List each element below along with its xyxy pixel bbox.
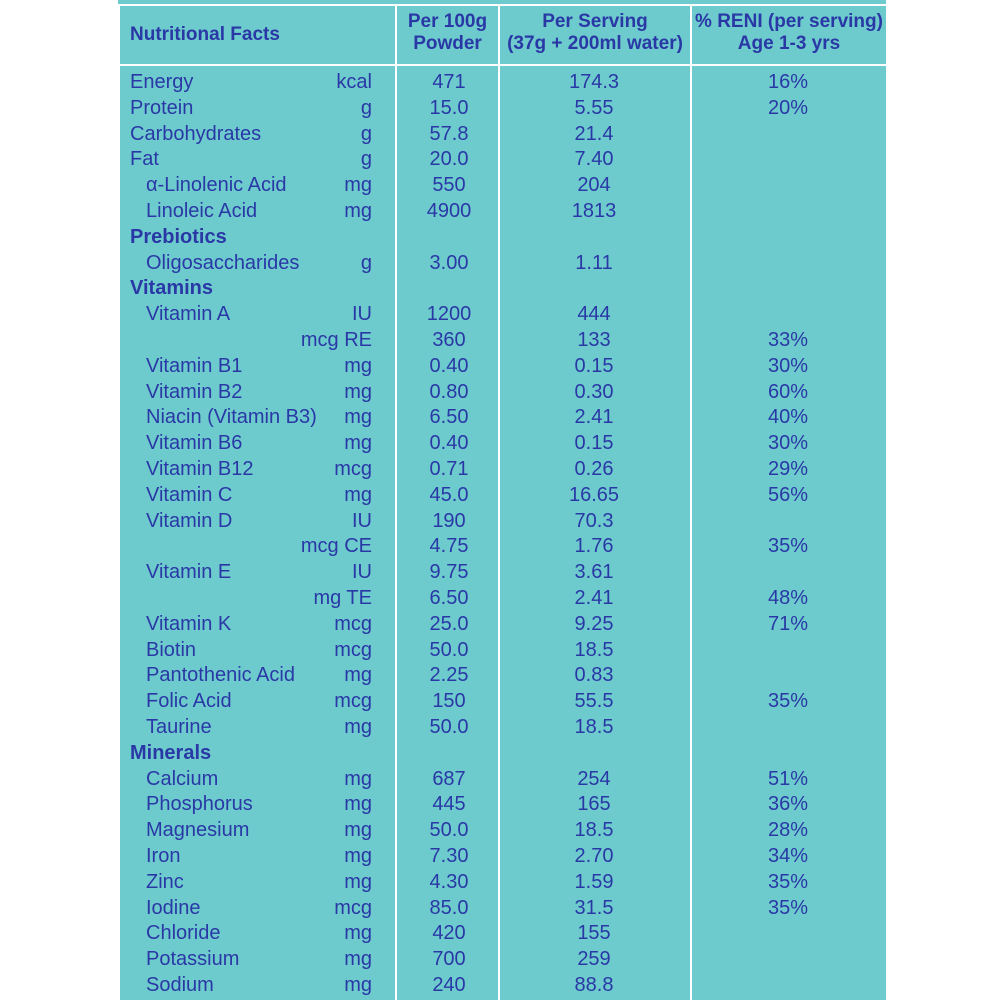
table-row xyxy=(118,715,886,741)
value-reni-percent: 56% xyxy=(767,483,809,506)
value-per-serving: 444 xyxy=(577,303,611,326)
header-per100-line1: Per 100g xyxy=(407,11,488,32)
nutrient-name: Vitamin B12 xyxy=(146,457,254,480)
value-per-100g: 50.0 xyxy=(429,819,469,842)
nutrient-unit: mcg xyxy=(334,690,372,713)
value-per-serving: 21.4 xyxy=(574,122,614,145)
nutrient-unit: mcg xyxy=(334,457,372,480)
nutrient-name: Folic Acid xyxy=(146,690,232,713)
nutrient-unit: mg xyxy=(344,380,372,403)
nutrient-name: Oligosaccharides xyxy=(146,251,300,274)
nutrient-unit: mg xyxy=(344,870,372,893)
value-reni-percent: 30% xyxy=(767,432,809,455)
table-row xyxy=(118,276,886,302)
value-per-serving: 0.15 xyxy=(574,354,614,377)
table-row xyxy=(118,921,886,947)
nutrient-name: Iodine xyxy=(146,896,201,919)
value-per-100g: 420 xyxy=(432,922,466,945)
value-per-100g: 4.75 xyxy=(429,535,469,558)
value-per-serving: 9.25 xyxy=(574,612,614,635)
value-per-serving: 18.5 xyxy=(574,819,614,842)
value-per-100g: 50.0 xyxy=(429,715,469,738)
value-per-serving: 174.3 xyxy=(568,71,620,93)
nutrient-unit: mg xyxy=(344,174,372,197)
table-row xyxy=(118,947,886,973)
value-reni-percent: 35% xyxy=(767,870,809,893)
nutrient-unit: mg xyxy=(344,844,372,867)
value-reni-percent: 28% xyxy=(767,819,809,842)
value-per-serving: 7.40 xyxy=(574,148,614,171)
value-per-serving: 3.61 xyxy=(574,561,614,584)
table-row xyxy=(118,354,886,380)
nutrient-name: Biotin xyxy=(146,638,197,661)
table-row xyxy=(118,431,886,457)
table-row xyxy=(118,792,886,818)
nutrient-name: Prebiotics xyxy=(130,225,227,248)
table-row xyxy=(118,483,886,509)
header-reni-line1: % RENI (per serving) xyxy=(695,11,883,32)
table-top-rule xyxy=(120,4,886,6)
value-reni-percent: 36% xyxy=(767,793,809,816)
table-row xyxy=(118,122,886,148)
value-per-100g: 1200 xyxy=(426,303,472,326)
value-per-100g: 0.80 xyxy=(429,380,469,403)
value-reni-percent: 71% xyxy=(767,612,809,635)
nutrient-name: Chloride xyxy=(146,922,221,945)
nutrient-unit: mcg xyxy=(334,896,372,919)
table-row xyxy=(118,70,886,96)
nutrient-unit: g xyxy=(360,251,372,274)
nutrient-name: Vitamin D xyxy=(146,509,233,532)
nutrient-unit: mg xyxy=(344,715,372,738)
value-per-100g: 6.50 xyxy=(429,586,469,609)
nutrient-unit: mcg xyxy=(334,638,372,661)
nutrient-name: Iron xyxy=(146,844,181,867)
nutrient-name: Pantothenic Acid xyxy=(146,664,295,687)
value-per-serving: 259 xyxy=(577,948,611,971)
nutrient-name: Vitamin B6 xyxy=(146,432,243,455)
table-row xyxy=(118,173,886,199)
header-reni-line2: Age 1-3 yrs xyxy=(737,33,841,54)
value-reni-percent: 35% xyxy=(767,535,809,558)
nutrient-name: Sodium xyxy=(146,973,214,996)
nutrient-name: Energy xyxy=(130,71,194,93)
value-per-serving: 31.5 xyxy=(574,896,614,919)
value-reni-percent: 40% xyxy=(767,406,809,429)
value-per-100g: 25.0 xyxy=(429,612,469,635)
value-per-100g: 360 xyxy=(432,328,466,351)
nutrient-name: Phosphorus xyxy=(146,793,253,816)
nutrient-unit: kcal xyxy=(336,71,372,93)
table-row xyxy=(118,741,886,767)
value-per-100g: 700 xyxy=(432,948,466,971)
table-row xyxy=(118,638,886,664)
nutrient-name: Zinc xyxy=(146,870,184,893)
value-per-100g: 687 xyxy=(432,767,466,790)
table-row xyxy=(118,689,886,715)
nutrient-name: Potassium xyxy=(146,948,240,971)
value-per-serving: 70.3 xyxy=(574,509,614,532)
value-per-100g: 4900 xyxy=(426,199,472,222)
value-reni-percent: 30% xyxy=(767,354,809,377)
nutrient-unit: mg xyxy=(344,354,372,377)
table-row xyxy=(118,199,886,225)
nutrient-name: Vitamin E xyxy=(146,561,232,584)
header-per100 xyxy=(397,11,498,55)
value-per-100g: 45.0 xyxy=(429,483,469,506)
nutrient-name: Taurine xyxy=(146,715,212,738)
table-row xyxy=(118,457,886,483)
value-per-100g: 240 xyxy=(432,973,466,996)
nutrient-name: Carbohydrates xyxy=(130,122,262,145)
nutrient-name: Protein xyxy=(130,96,194,119)
value-reni-percent: 48% xyxy=(767,586,809,609)
table-row xyxy=(118,328,886,354)
value-per-serving: 155 xyxy=(577,922,611,945)
value-per-serving: 1813 xyxy=(571,199,617,222)
value-per-100g: 0.71 xyxy=(429,457,469,480)
value-per-100g: 50.0 xyxy=(429,638,469,661)
value-per-serving: 133 xyxy=(577,328,611,351)
value-reni-percent: 20% xyxy=(767,96,809,119)
nutrient-unit: g xyxy=(360,96,372,119)
nutrient-name: Vitamin A xyxy=(146,303,231,326)
value-reni-percent: 51% xyxy=(767,767,809,790)
nutrient-unit: IU xyxy=(352,561,372,584)
nutrient-unit: mg TE xyxy=(313,586,372,609)
nutrient-unit: mg xyxy=(344,948,372,971)
value-per-100g: 0.40 xyxy=(429,354,469,377)
header-serving-line2: (37g + 200ml water) xyxy=(507,33,683,54)
table-row xyxy=(118,818,886,844)
header-per-serving xyxy=(500,11,690,55)
value-reni-percent: 34% xyxy=(767,844,809,867)
value-per-100g: 4.30 xyxy=(429,870,469,893)
header-serving-line1: Per Serving xyxy=(542,11,648,32)
table-row xyxy=(118,844,886,870)
value-per-serving: 254 xyxy=(577,767,611,790)
table-row xyxy=(118,302,886,328)
value-per-100g: 445 xyxy=(432,793,466,816)
nutrient-unit: IU xyxy=(352,509,372,532)
value-per-serving: 0.26 xyxy=(574,457,614,480)
value-reni-percent: 33% xyxy=(767,328,809,351)
nutrient-unit: mg xyxy=(344,483,372,506)
nutrient-name: Calcium xyxy=(146,767,219,790)
nutrient-unit: mcg CE xyxy=(300,535,372,558)
header-nutritional-facts: Nutritional Facts xyxy=(130,24,280,45)
value-per-100g: 2.25 xyxy=(429,664,469,687)
table-row xyxy=(118,225,886,251)
table-row xyxy=(118,509,886,535)
value-per-serving: 88.8 xyxy=(574,973,614,996)
value-per-serving: 2.41 xyxy=(574,586,614,609)
value-per-100g: 471 xyxy=(432,71,466,93)
value-per-100g: 7.30 xyxy=(429,844,469,867)
value-reni-percent: 35% xyxy=(767,690,809,713)
table-row xyxy=(118,663,886,689)
nutrient-unit: g xyxy=(360,148,372,171)
table-row xyxy=(118,405,886,431)
value-per-serving: 1.76 xyxy=(574,535,614,558)
nutrient-unit: mg xyxy=(344,406,372,429)
table-row xyxy=(118,147,886,173)
nutrient-name: Niacin (Vitamin B3) xyxy=(146,406,317,429)
nutrient-name: Vitamin C xyxy=(146,483,233,506)
table-row xyxy=(118,612,886,638)
value-per-serving: 16.65 xyxy=(568,483,620,506)
table-row xyxy=(118,870,886,896)
value-per-100g: 3.00 xyxy=(429,251,469,274)
nutrient-unit: mg xyxy=(344,432,372,455)
nutrient-unit: mcg xyxy=(334,612,372,635)
nutrition-panel xyxy=(118,0,886,1000)
nutrient-name: Vitamin B1 xyxy=(146,354,243,377)
nutrient-unit: mg xyxy=(344,793,372,816)
value-per-serving: 18.5 xyxy=(574,638,614,661)
value-per-serving: 1.59 xyxy=(574,870,614,893)
value-reni-percent: 16% xyxy=(767,71,809,93)
value-per-100g: 85.0 xyxy=(429,896,469,919)
nutrient-unit: mg xyxy=(344,767,372,790)
header-per100-line2: Powder xyxy=(413,33,482,54)
value-per-100g: 6.50 xyxy=(429,406,469,429)
nutrient-unit: mg xyxy=(344,664,372,687)
value-per-100g: 150 xyxy=(432,690,466,713)
header-reni xyxy=(692,11,886,55)
value-per-serving: 5.55 xyxy=(574,96,614,119)
table-row xyxy=(118,251,886,277)
value-per-serving: 55.5 xyxy=(574,690,614,713)
nutrient-unit: mg xyxy=(344,973,372,996)
value-per-100g: 0.40 xyxy=(429,432,469,455)
value-per-100g: 20.0 xyxy=(429,148,469,171)
nutrient-unit: mg xyxy=(344,922,372,945)
value-per-100g: 9.75 xyxy=(429,561,469,584)
value-per-serving: 0.30 xyxy=(574,380,614,403)
table-row xyxy=(118,96,886,122)
nutrient-name: Magnesium xyxy=(146,819,250,842)
nutrient-name: Linoleic Acid xyxy=(146,199,258,222)
nutrient-unit: IU xyxy=(352,303,372,326)
nutrient-unit: mg xyxy=(344,819,372,842)
nutrient-unit: mcg RE xyxy=(300,328,372,351)
table-row xyxy=(118,896,886,922)
table-row xyxy=(118,973,886,999)
table-row xyxy=(118,534,886,560)
value-per-serving: 204 xyxy=(577,174,611,197)
value-per-serving: 0.83 xyxy=(574,664,614,687)
value-per-100g: 190 xyxy=(432,509,466,532)
table-row xyxy=(118,380,886,406)
nutrient-name: Vitamins xyxy=(130,277,213,300)
nutrition-rows xyxy=(118,70,886,999)
value-reni-percent: 29% xyxy=(767,457,809,480)
nutrient-name: α-Linolenic Acid xyxy=(146,174,287,197)
value-reni-percent: 35% xyxy=(767,896,809,919)
nutrient-name: Minerals xyxy=(130,741,212,764)
header-bottom-rule xyxy=(120,64,886,66)
value-per-100g: 15.0 xyxy=(429,96,469,119)
value-per-serving: 1.11 xyxy=(575,251,613,274)
nutrient-name: Vitamin B2 xyxy=(146,380,243,403)
value-reni-percent: 60% xyxy=(767,380,809,403)
table-row xyxy=(118,560,886,586)
value-per-serving: 2.41 xyxy=(574,406,614,429)
table-row xyxy=(118,767,886,793)
table-row xyxy=(118,586,886,612)
nutrient-unit: g xyxy=(360,122,372,145)
value-per-serving: 2.70 xyxy=(574,844,614,867)
value-per-100g: 57.8 xyxy=(429,122,469,145)
nutrient-name: Vitamin K xyxy=(146,612,232,635)
nutrient-name: Fat xyxy=(130,148,159,171)
value-per-serving: 165 xyxy=(577,793,611,816)
value-per-serving: 18.5 xyxy=(574,715,614,738)
nutrient-unit: mg xyxy=(344,199,372,222)
value-per-100g: 550 xyxy=(432,174,466,197)
value-per-serving: 0.15 xyxy=(574,432,614,455)
